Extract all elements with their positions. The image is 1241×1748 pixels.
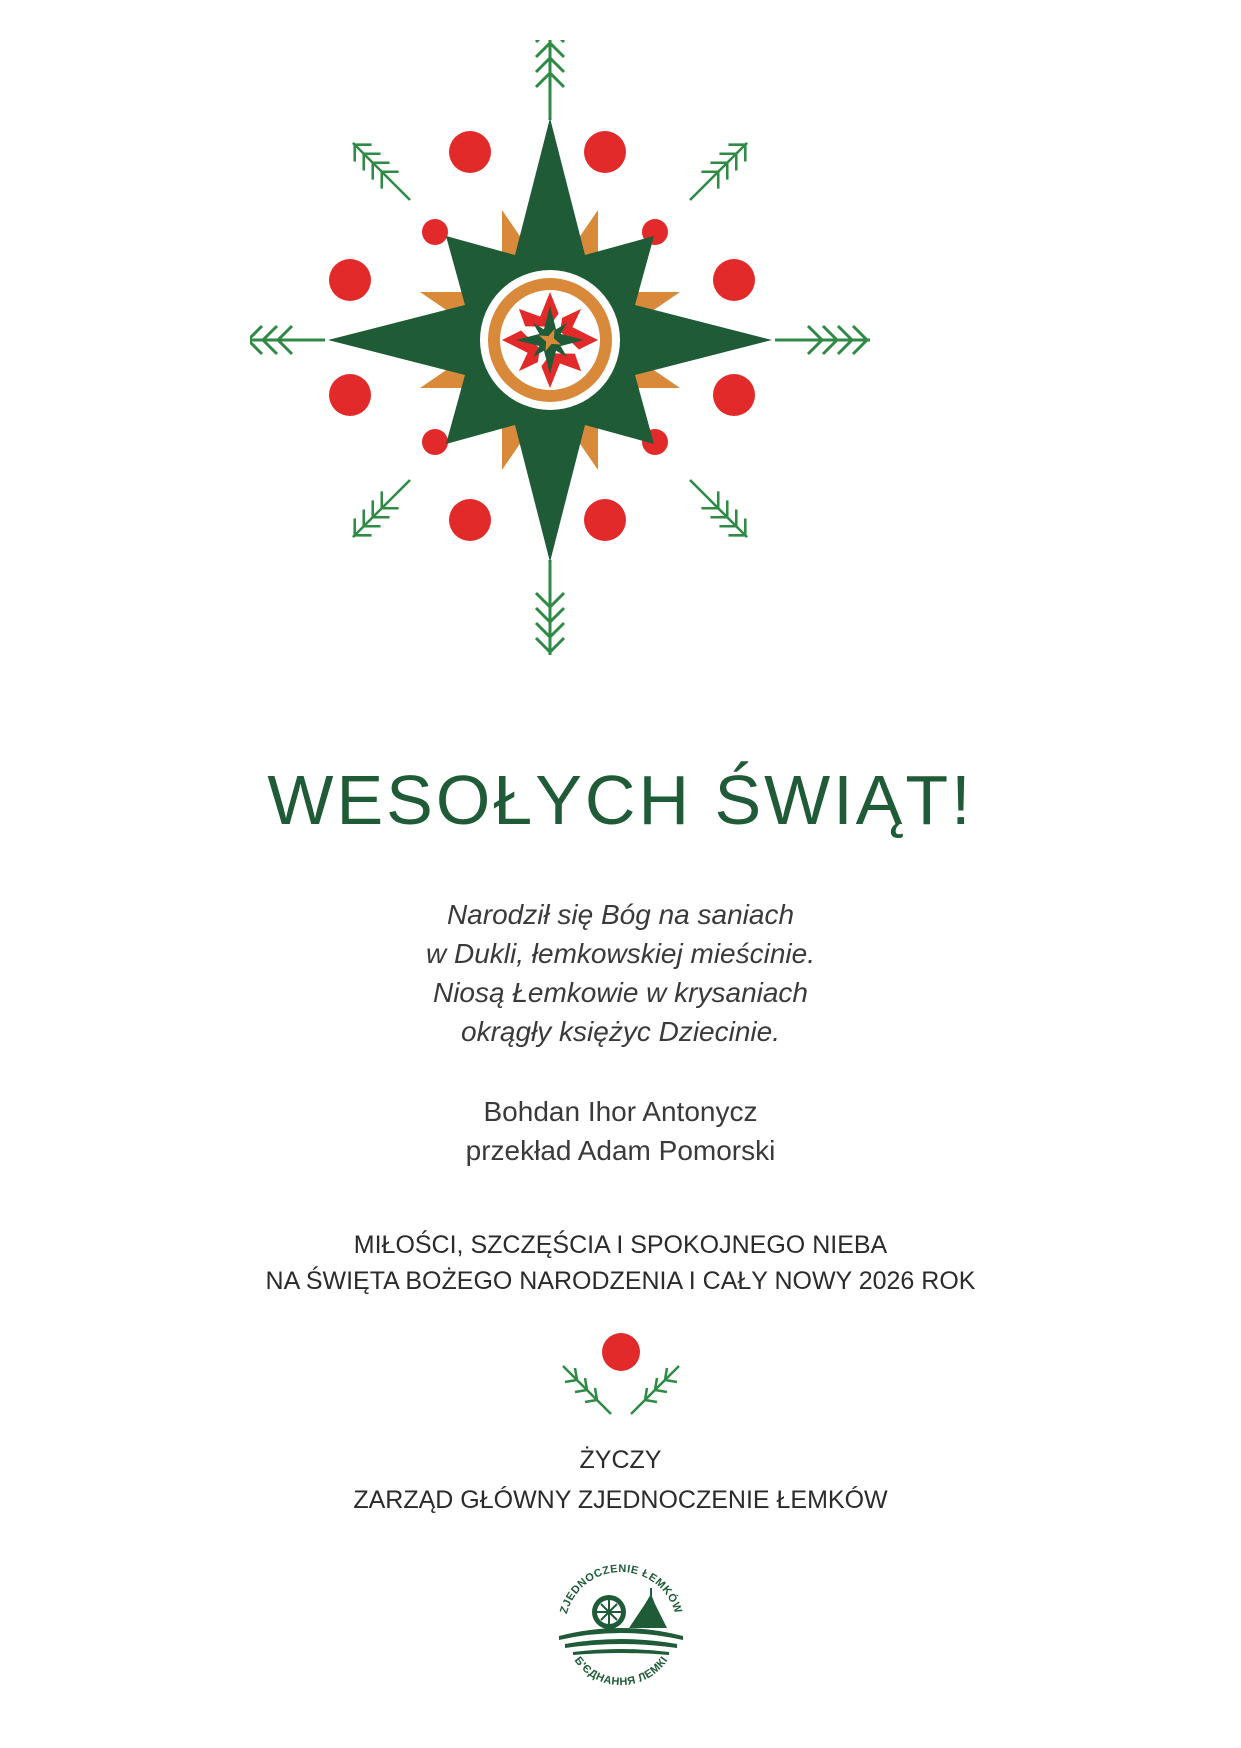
poem-translator: przekład Adam Pomorski — [465, 1135, 776, 1166]
logo-bottom-text: Б'ЄДНАННЯ ЛЕМКІ — [571, 1654, 671, 1689]
holiday-wishes — [0, 1227, 1241, 1299]
poem-line: w Dukli, łemkowskiej mieścinie. — [426, 938, 815, 969]
logo-top-text: ZJEDNOCZENIE ŁEMKÓW — [558, 1562, 684, 1616]
card-title: WESOŁYCH ŚWIĄT! — [267, 761, 974, 839]
poem-author: Bohdan Ihor Antonycz — [483, 1096, 758, 1127]
wishes-line: MIŁOŚCI, SZCZĘŚCIA I SPOKOJNEGO NIEBA — [353, 1231, 888, 1259]
poem — [0, 895, 1241, 1051]
folk-star-ornament-icon — [250, 40, 990, 730]
poem-line: Niosą Łemkowie w krysaniach — [432, 977, 809, 1008]
poem-credits — [0, 1092, 1241, 1170]
wishes-line: NA ŚWIĘTA BOŻEGO NARODZENIA I CAŁY NOWY 2026 ROK — [265, 1267, 976, 1295]
poem-line: Narodził się Bóg na saniach — [446, 899, 795, 930]
poem-line: okrągły księżyc Dziecinie. — [461, 1016, 780, 1047]
berry-sprig-icon — [555, 1330, 687, 1420]
signature-block — [0, 1440, 1241, 1520]
organization-name: ZARZĄD GŁÓWNY ZJEDNOCZENIE ŁEMKÓW — [353, 1486, 888, 1514]
organization-logo-icon — [545, 1548, 697, 1700]
from-label: ŻYCZY — [579, 1446, 662, 1474]
